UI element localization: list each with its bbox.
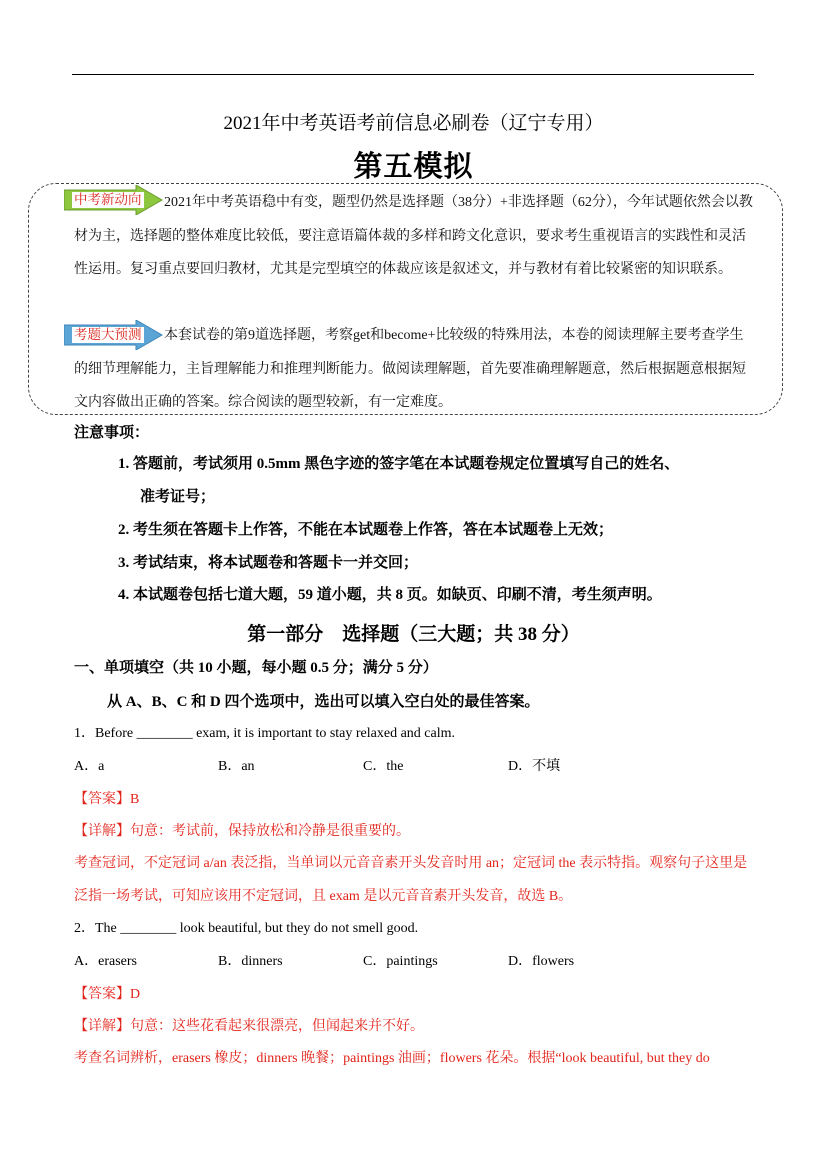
section-title: 第一部分 选择题（三大题；共 38 分） [247, 624, 580, 645]
question-1-option-c: C．the [363, 759, 404, 774]
question-1-option-d: D．不填 [508, 759, 561, 774]
question-1-analysis: 考查冠词，不定冠词 a/an 表泛指，当单词以元音音素开头发音时用 an；定冠词 the 表示特指。观察句子这里是泛指一场考试，可知应该用不定冠词，且 exam 是以元音音素开头发音，故选 B。 [74, 856, 748, 904]
question-1-answer: 【答案】B [74, 792, 140, 807]
question-1-stem: 1．Before ________ exam, it is important to stay relaxed and calm. [74, 726, 456, 741]
question-2-option-b: B．dinners [218, 954, 283, 969]
forecast-tag-label: 考题大预测 [74, 327, 142, 343]
note-item-4: 4. 本试题卷包括七道大题，59 道小题，共 8 页。如缺页、印刷不清，考生须声明。 [118, 587, 662, 603]
question-1-option-b: B．an [218, 759, 255, 774]
question-2-answer: 【答案】D [74, 987, 141, 1002]
question-1-option-a: A．a [74, 759, 105, 774]
question-2-option-d: D．flowers [508, 954, 575, 969]
document-subtitle: 第五模拟 [353, 151, 474, 183]
document-title: 2021年中考英语考前信息必刷卷（辽宁专用） [223, 113, 604, 134]
notes-heading: 注意事项： [74, 425, 150, 441]
question-2-stem: 2．The ________ look beautiful, but they do not smell good. [74, 921, 419, 936]
note-item-3: 3. 考试结束，将本试题卷和答题卡一并交回； [118, 555, 419, 571]
part-instruction: 从 A、B、C 和 D 四个选项中，选出可以填入空白处的最佳答案。 [107, 694, 540, 710]
forecast-arrow-tag [64, 320, 164, 350]
intro-paragraph-forecast: 本套试卷的第9道选择题，考察get和become+比较级的特殊用法，本卷的阅读理解主要考查学生的细节理解能力，主旨理解能力和推理判断能力。做阅读理解题，首先要准确理解题意，然后根据题意根据短文内容做出正确的答案。综合阅读的题型较新，有一定难度。 [74, 328, 746, 410]
question-2-detail: 【详解】句意：这些花看起来很漂亮，但闻起来并不好。 [74, 1019, 424, 1034]
trend-arrow-tag [64, 185, 164, 215]
question-2-option-c: C．paintings [363, 954, 438, 969]
header-rule [72, 74, 754, 75]
intro-paragraph-trends: 2021年中考英语稳中有变，题型仍然是选择题（38分）+非选择题（62分），今年试题依然会以教材为主，选择题的整体难度比较低，要注意语篇体裁的多样和跨文化意识，要求考生重视语言的实践性和灵活性运用。复习重点要回归教材，尤其是完型填空的体裁应该是叙述文，并与教材有着比较紧密的知识联系。 [74, 195, 753, 277]
note-item-1-continued: 准考证号； [140, 489, 216, 505]
note-item-1: 1. 答题前，考试须用 0.5mm 黑色字迹的签字笔在本试题卷规定位置填写自己的姓名、 [118, 456, 680, 472]
question-1-detail: 【详解】句意：考试前，保持放松和冷静是很重要的。 [74, 824, 410, 839]
part-heading: 一、单项填空（共 10 小题，每小题 0.5 分；满分 5 分） [74, 660, 438, 676]
question-2-option-a: A．erasers [74, 954, 137, 969]
trend-tag-label: 中考新动向 [74, 192, 142, 208]
question-2-analysis: 考查名词辨析，erasers 橡皮；dinners 晚餐；paintings 油画；flowers 花朵。根据“look beautiful, but they do [74, 1051, 710, 1066]
note-item-2: 2. 考生须在答题卡上作答，不能在本试题卷上作答，答在本试题卷上无效； [118, 522, 614, 538]
